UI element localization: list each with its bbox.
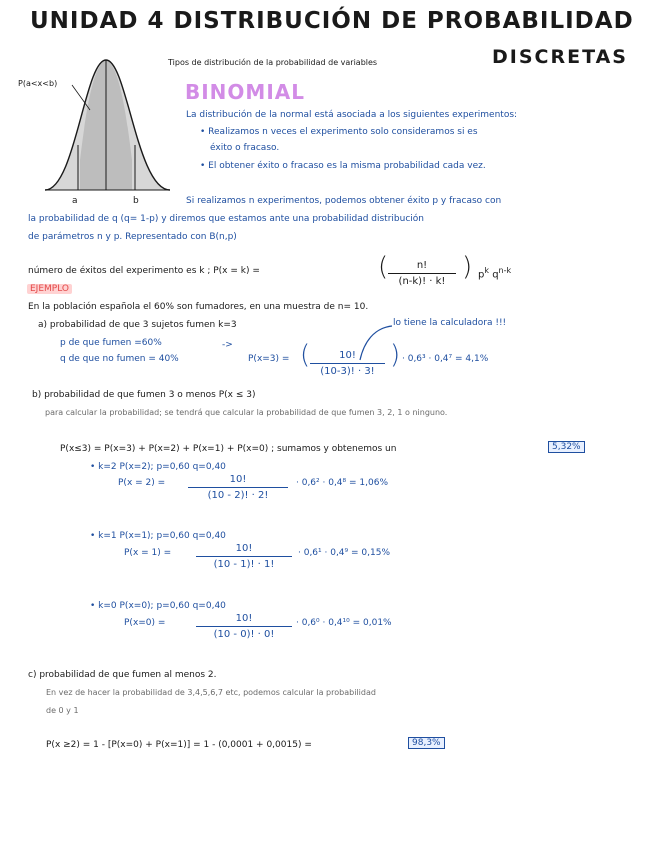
bell-b-label: b <box>133 196 139 206</box>
ejemplo-badge: EJEMPLO <box>27 284 72 294</box>
part-a-arrow: -> <box>222 340 233 350</box>
binomial-heading: BINOMIAL <box>185 80 305 104</box>
part-c-line-1: En vez de hacer la probabilidad de 3,4,5,6,7 etc, podemos calcular la probabilidad <box>46 688 376 697</box>
bell-curve-diagram <box>40 40 180 210</box>
formula-fraction <box>388 260 456 287</box>
part-c-result: 98,3% <box>408 737 445 749</box>
binomial-line-2: • Realizamos n veces el experimento solo consideramos si es <box>200 127 478 137</box>
formula-num: n! <box>416 260 428 271</box>
formula-paren-open: ( <box>378 252 389 282</box>
formula-p: $p^k$ $q^{n-k}$ <box>478 266 512 281</box>
k2-lhs: P(x = 2) = <box>118 478 166 488</box>
tipos-text: Tipos de distribución de la probabilidad de variables <box>168 58 378 67</box>
binomial-para-3: de parámetros n y p. Representado con B(n,p) <box>28 232 237 242</box>
k1-fraction: 10! (10 - 1)! · 1! <box>196 543 292 570</box>
part-b-sub: para calcular la probabilidad; se tendrá que calcular la probabilidad de que fumen 3, 2, 1 o ninguno. <box>45 408 448 417</box>
k0-fraction: 10! (10 - 0)! · 0! <box>196 613 292 640</box>
part-b-title: b) probabilidad de que fumen 3 o menos P(x ≤ 3) <box>32 390 256 400</box>
binomial-para-2: la probabilidad de q (q= 1-p) y diremos que estamos ante una probabilidad distribución <box>28 214 424 224</box>
part-a-q: q de que no fumen = 40% <box>60 354 179 364</box>
k2-head: • k=2 P(x=2); p=0,60 q=0,40 <box>90 462 226 472</box>
page-title: UNIDAD 4 DISTRIBUCIÓN DE PROBABILIDAD <box>30 8 634 34</box>
part-a-fraction: 10! (10-3)! · 3! <box>310 350 385 377</box>
formula-den: (n-k)! · k! <box>398 276 446 287</box>
k2-rhs: · 0,6² · 0,4⁸ = 1,06% <box>296 478 388 488</box>
part-a-paren-close: ) <box>390 340 401 370</box>
formula-text: número de éxitos del experimento es k ; P(x = k) = <box>28 266 260 276</box>
bell-a-label: a <box>72 196 78 206</box>
k1-lhs: P(x = 1) = <box>124 548 172 558</box>
part-a-paren-open: ( <box>300 340 311 370</box>
binomial-line-3: éxito o fracaso. <box>210 143 280 153</box>
discretas-heading: DISCRETAS <box>492 46 628 68</box>
k0-head: • k=0 P(x=0); p=0,60 q=0,40 <box>90 601 226 611</box>
part-a-lhs: P(x=3) = <box>248 354 290 364</box>
part-a-rhs: · 0,6³ · 0,4⁷ = 4,1% <box>402 354 489 364</box>
part-c-line-2: de 0 y 1 <box>46 706 79 715</box>
part-a-note: lo tiene la calculadora !!! <box>393 318 507 328</box>
formula-paren-close: ) <box>462 252 473 282</box>
binomial-para-1: Si realizamos n experimentos, podemos obtener éxito p y fracaso con <box>186 196 502 206</box>
k0-lhs: P(x=0) = <box>124 618 166 628</box>
k2-fraction: 10! (10 - 2)! · 2! <box>188 474 288 501</box>
part-c-title: c) probabilidad de que fumen al menos 2. <box>28 670 217 680</box>
bell-label: P(a<x<b) <box>18 79 58 88</box>
part-a-title: a) probabilidad de que 3 sujetos fumen k=3 <box>38 320 237 330</box>
part-c-eq: P(x ≥2) = 1 - [P(x=0) + P(x=1)] = 1 - (0,0001 + 0,0015) = <box>46 740 312 750</box>
part-b-result: 5,32% <box>548 441 585 453</box>
binomial-line-4: • El obtener éxito o fracaso es la misma probabilidad cada vez. <box>200 161 486 171</box>
k1-rhs: · 0,6¹ · 0,4⁹ = 0,15% <box>298 548 390 558</box>
k1-head: • k=1 P(x=1); p=0,60 q=0,40 <box>90 531 226 541</box>
ejemplo-intro: En la población española el 60% son fumadores, en una muestra de n= 10. <box>28 302 369 312</box>
binomial-line-1: La distribución de la normal está asociada a los siguientes experimentos: <box>186 110 518 120</box>
part-a-p: p de que fumen =60% <box>60 338 162 348</box>
k0-rhs: · 0,6⁰ · 0,4¹⁰ = 0,01% <box>296 618 392 628</box>
part-b-sum: P(x≤3) = P(x=3) + P(x=2) + P(x=1) + P(x=0) ; sumamos y obtenemos un <box>60 444 397 454</box>
